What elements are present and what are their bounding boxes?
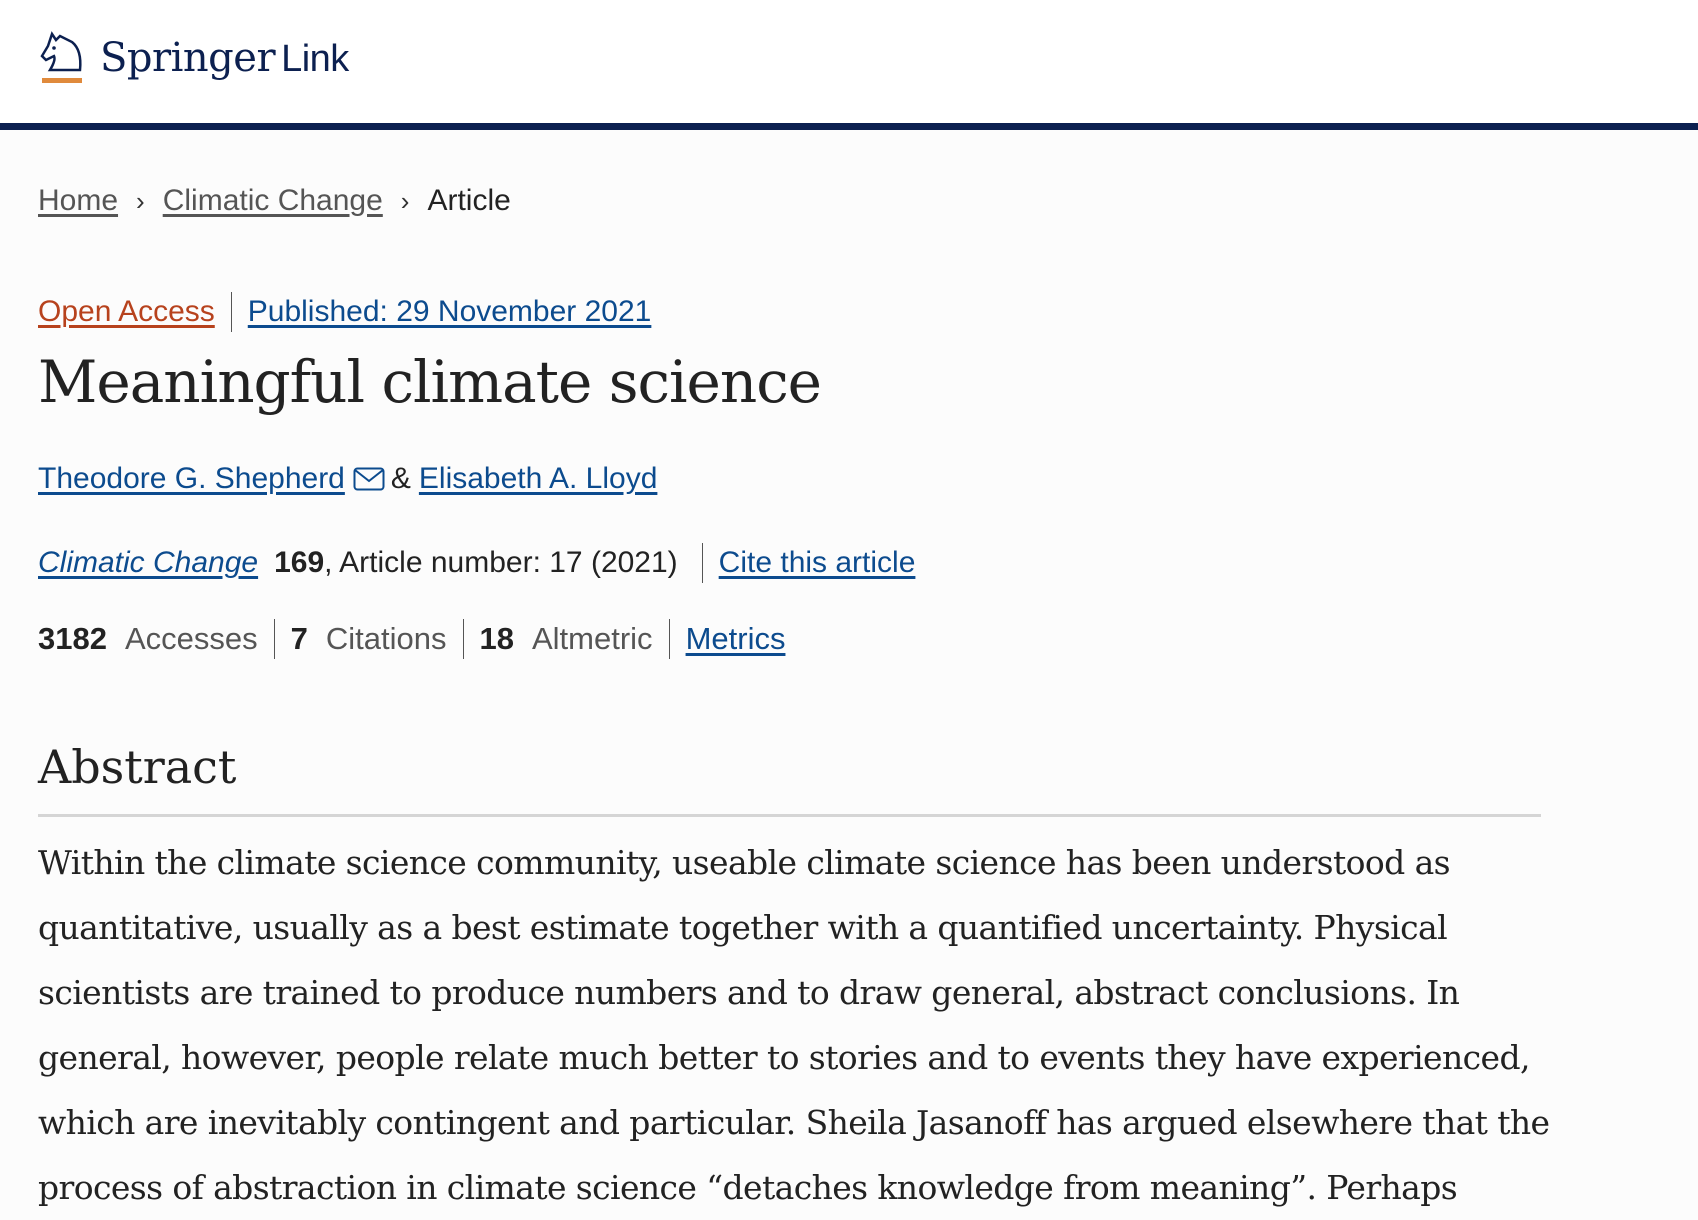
publication-info	[38, 292, 651, 332]
divider	[669, 619, 670, 659]
chevron-right-icon: ›	[400, 185, 410, 216]
abstract-heading: Abstract	[38, 740, 237, 794]
springer-link-logo[interactable]	[38, 30, 349, 86]
accesses-label: Accesses	[124, 621, 258, 656]
article-number: , Article number: 17 (2021)	[324, 546, 678, 579]
metrics-link[interactable]: Metrics	[685, 621, 786, 656]
breadcrumb-current: Article	[427, 184, 511, 217]
email-icon[interactable]	[353, 467, 385, 491]
divider	[274, 619, 275, 659]
divider	[231, 292, 232, 332]
abstract-text: Within the climate science community, useable climate science has been understood as quantitative, usually as a best estimate together with a quantified uncertainty. Physical scientists are trained to produce numbers and to draw general, abstract conclusions. In general, however, people relate much better to stories and to events they have experienced, which are inevitably contingent and particular. Sheila Jasanoff has argued elsewhere that the process of abstraction in climate science “detaches knowledge from meaning”. Perhaps	[38, 843, 1550, 1207]
accesses-count: 3182	[38, 621, 107, 656]
article-title: Meaningful climate science	[38, 348, 821, 416]
breadcrumb-journal[interactable]: Climatic Change	[162, 184, 383, 217]
author-separator: &	[390, 462, 411, 495]
citations-label: Citations	[325, 621, 447, 656]
divider	[702, 543, 703, 583]
springer-horse-icon	[38, 30, 86, 86]
author-list	[38, 462, 657, 496]
journal-link[interactable]: Climatic Change	[38, 546, 259, 579]
site-header	[0, 0, 1698, 123]
header-rule	[0, 123, 1698, 130]
altmetric-count: 18	[479, 621, 514, 656]
author-link[interactable]: Theodore G. Shepherd	[38, 462, 345, 495]
chevron-right-icon: ›	[136, 185, 145, 216]
altmetric-label: Altmetric	[531, 621, 653, 656]
published-date-link[interactable]: Published: 29 November 2021	[247, 295, 652, 328]
abstract-divider	[38, 814, 1541, 817]
divider	[463, 619, 464, 659]
article-metrics	[38, 619, 785, 659]
brand-link: Link	[281, 38, 349, 80]
brand-name	[100, 35, 349, 81]
breadcrumb-home[interactable]: Home	[38, 184, 119, 217]
open-access-link[interactable]: Open Access	[38, 295, 215, 328]
volume: 169	[274, 546, 325, 579]
citation-info	[38, 543, 915, 583]
citations-count: 7	[290, 621, 308, 656]
breadcrumb	[38, 184, 511, 218]
brand-springer: Springer	[100, 35, 276, 81]
author-link[interactable]: Elisabeth A. Lloyd	[418, 462, 658, 495]
cite-article-link[interactable]: Cite this article	[718, 546, 916, 579]
